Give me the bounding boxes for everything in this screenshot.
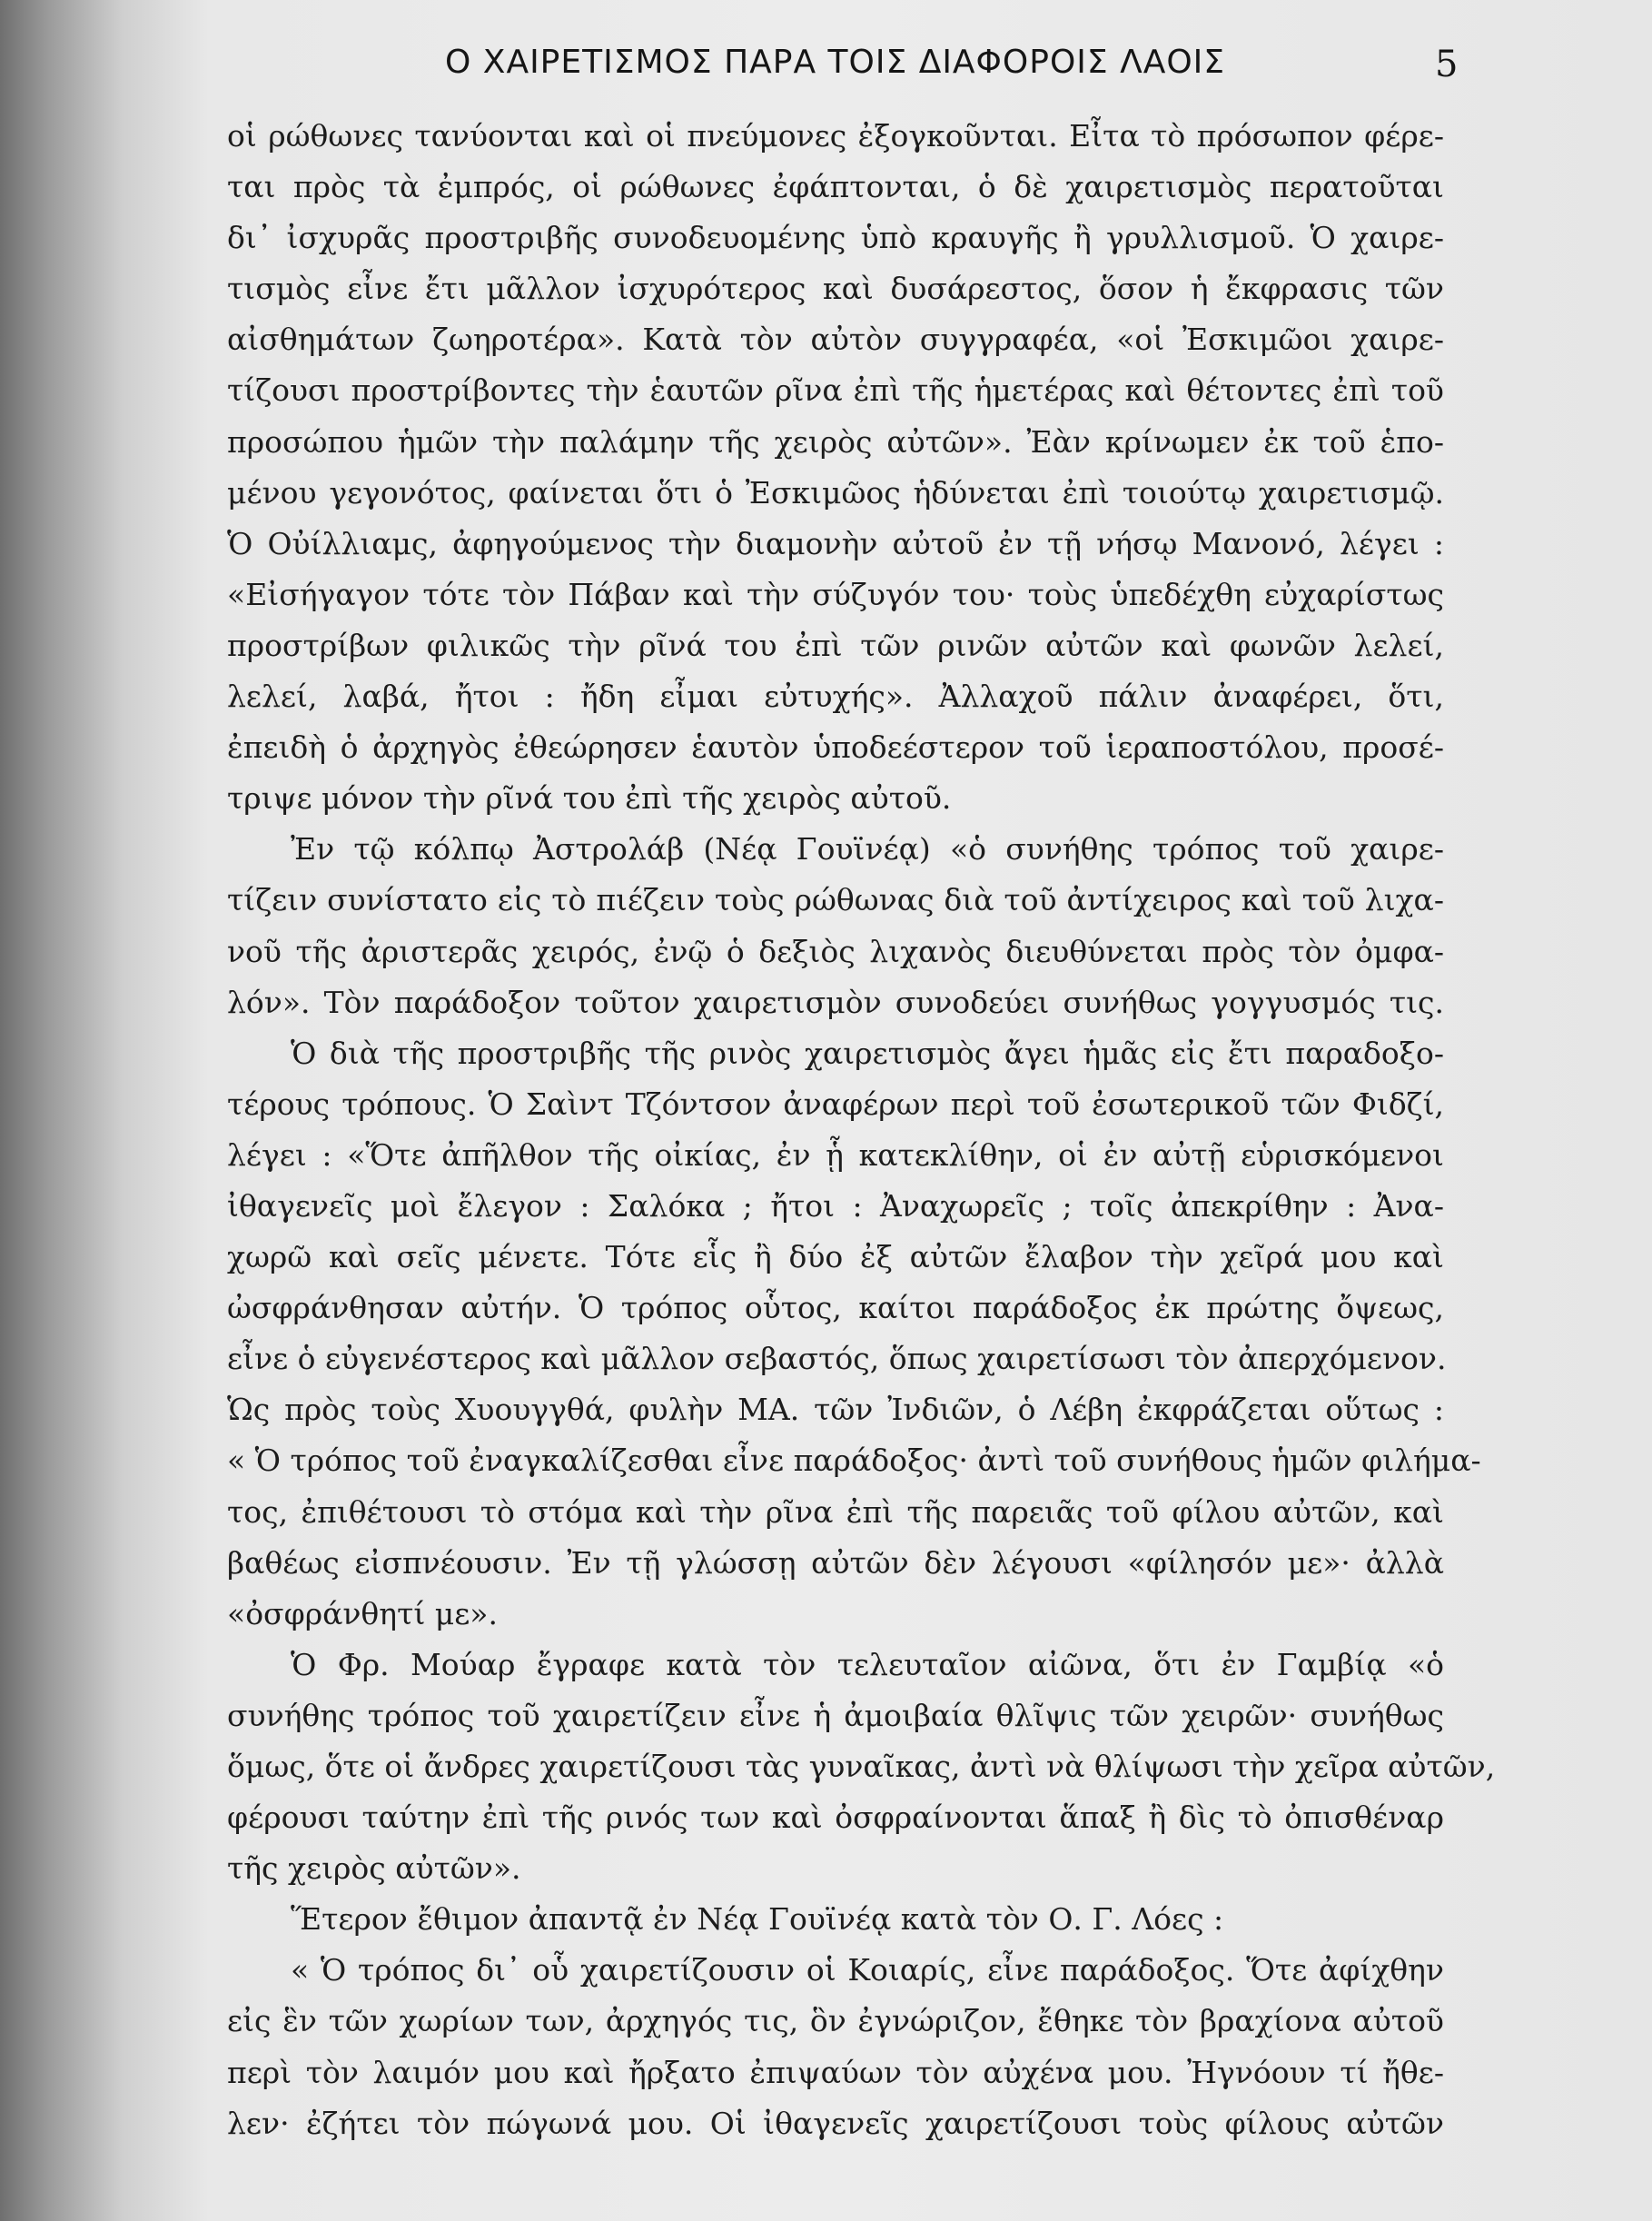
running-head: Ο ΧΑΙΡΕΤΙΣΜΟΣ ΠΑΡΑ ΤΟΙΣ ΔΙΑΦΟΡΟΙΣ ΛΑΟΙΣ — [445, 44, 1226, 81]
text-line: περὶ τὸν λαιμόν μου καὶ ἤρξατο ἐπιψαύων τὸν αὐχένα μου. Ἠγνόουν τί ἤθε- — [227, 2054, 1444, 2090]
text-line: μένου γεγονότος, φαίνεται ὅτι ὁ Ἐσκιμῶος ἡδύνεται ἐπὶ τοιούτῳ χαιρετισμῷ. — [227, 474, 1444, 511]
text-line: λόν». Τὸν παράδοξον τοῦτον χαιρετισμὸν συνοδεύει συνήθως γογγυσμός τις. — [227, 984, 1444, 1020]
text-line: προσώπου ἡμῶν τὴν παλάμην τῆς χειρὸς αὐτῶν». Ἐὰν κρίνωμεν ἐκ τοῦ ἑπο- — [227, 423, 1444, 460]
text-line: ὠσφράνθησαν αὐτήν. Ὁ τρόπος οὗτος, καίτοι παράδοξος ἐκ πρώτης ὄψεως, — [227, 1290, 1444, 1326]
text-line: «Εἰσήγαγον τότε τὸν Πάβαν καὶ τὴν σύζυγόν του· τοὺς ὑπεδέχθη εὐχαρίστως — [227, 576, 1444, 612]
text-line: « Ὁ τρόπος τοῦ ἐναγκαλίζεσθαι εἶνε παράδοξος· ἀντὶ τοῦ συνήθους ἡμῶν φιλήμα- — [227, 1443, 1481, 1479]
text-line: ἰθαγενεῖς μοὶ ἔλεγον : Σαλόκα ; ἤτοι : Ἀναχωρεῖς ; τοῖς ἀπεκρίθην : Ἀνα- — [227, 1187, 1444, 1224]
text-line: Ἕτερον ἔθιμον ἀπαντᾷ ἐν Νέᾳ Γουϊνέᾳ κατὰ τὸν Ο. Γ. Λόες : — [291, 1901, 1224, 1938]
text-line: ται πρὸς τὰ ἐμπρός, οἱ ρώθωνες ἐφάπτονται, ὁ δὲ χαιρετισμὸς περατοῦται — [227, 169, 1444, 205]
text-line: τριψε μόνον τὴν ρῖνά του ἐπὶ τῆς χειρὸς αὐτοῦ. — [227, 780, 952, 817]
page-header — [0, 44, 1652, 107]
text-line: ἐπειδὴ ὁ ἀρχηγὸς ἐθεώρησεν ἑαυτὸν ὑποδεέστερον τοῦ ἱεραποστόλου, προσέ- — [227, 729, 1444, 766]
text-line: δι᾽ ἰσχυρᾶς προστριβῆς συνοδευομένης ὑπὸ κραυγῆς ἢ γρυλλισμοῦ. Ὁ χαιρε- — [227, 220, 1444, 256]
text-line: λεν· ἐζήτει τὸν πώγωνά μου. Οἱ ἰθαγενεῖς χαιρετίζουσι τοὺς φίλους αὐτῶν — [227, 2105, 1444, 2141]
text-line: προστρίβων φιλικῶς τὴν ρῖνά του ἐπὶ τῶν ρινῶν αὐτῶν καὶ φωνῶν λελεί, — [227, 627, 1444, 663]
text-line: « Ὁ τρόπος δι᾽ οὗ χαιρετίζουσιν οἱ Κοιαρίς, εἶνε παράδοξος. Ὅτε ἀφίχθην — [291, 1952, 1444, 1988]
text-line: εἶνε ὁ εὐγενέστερος καὶ μᾶλλον σεβαστός, ὅπως χαιρετίσωσι τὸν ἀπερχόμενον. — [227, 1341, 1447, 1377]
text-line: ὅμως, ὅτε οἱ ἄνδρες χαιρετίζουσι τὰς γυναῖκας, ἀντὶ νὰ θλίψωσι τὴν χεῖρα αὐτῶν, — [227, 1749, 1496, 1784]
text-line: τῆς χειρὸς αὐτῶν». — [227, 1850, 521, 1887]
text-line: χωρῶ καὶ σεῖς μένετε. Τότε εἷς ἢ δύο ἐξ αὐτῶν ἔλαβον τὴν χεῖρά μου καὶ — [227, 1239, 1444, 1275]
text-line: Ἐν τῷ κόλπῳ Ἀστρολάβ (Νέᾳ Γουϊνέᾳ) «ὁ συνήθης τρόπος τοῦ χαιρε- — [291, 831, 1444, 868]
text-line: Ὁ Φρ. Μούαρ ἔγραφε κατὰ τὸν τελευταῖον αἰῶνα, ὅτι ἐν Γαμβίᾳ «ὁ — [291, 1646, 1444, 1682]
text-line: τίζουσι προστρίβοντες τὴν ἑαυτῶν ρῖνα ἐπὶ τῆς ἡμετέρας καὶ θέτοντες ἐπὶ τοῦ — [227, 372, 1444, 409]
body-text — [227, 111, 1496, 2149]
text-line: Ὡς πρὸς τοὺς Χυουγγθά, φυλὴν ΜΑ. τῶν Ἰνδιῶν, ὁ Λέβη ἐκφράζεται οὕτως : — [227, 1392, 1444, 1428]
text-line: λέγει : «Ὅτε ἀπῆλθον τῆς οἰκίας, ἐν ᾗ κατεκλίθην, οἱ ἐν αὐτῇ εὑρισκόμενοι — [227, 1136, 1444, 1173]
text-line: νοῦ τῆς ἀριστερᾶς χειρός, ἐνῷ ὁ δεξιὸς λιχανὸς διευθύνεται πρὸς τὸν ὀμφα- — [227, 933, 1444, 969]
text-line: τισμὸς εἶνε ἔτι μᾶλλον ἰσχυρότερος καὶ δυσάρεστος, ὅσον ἡ ἔκφρασις τῶν — [227, 271, 1444, 307]
text-line: τίζειν συνίστατο εἰς τὸ πιέζειν τοὺς ρώθωνας διὰ τοῦ ἀντίχειρος καὶ τοῦ λιχα- — [227, 882, 1444, 918]
text-line: Ὁ Οὐίλλιαμς, ἀφηγούμενος τὴν διαμονὴν αὐτοῦ ἐν τῇ νήσῳ Μανονό, λέγει : — [227, 525, 1444, 561]
text-line: συνήθης τρόπος τοῦ χαιρετίζειν εἶνε ἡ ἀμοιβαία θλῖψις τῶν χειρῶν· συνήθως — [227, 1697, 1444, 1733]
text-line: τέρους τρόπους. Ὁ Σαὶντ Τζόντσον ἀναφέρων περὶ τοῦ ἐσωτερικοῦ τῶν Φιδζί, — [227, 1086, 1444, 1122]
text-line: οἱ ρώθωνες τανύονται καὶ οἱ πνεύμονες ἐξογκοῦνται. Εἶτα τὸ πρόσωπον φέρε- — [227, 118, 1444, 154]
text-line: «ὀσφράνθητί με». — [227, 1595, 498, 1631]
text-line: εἰς ἓν τῶν χωρίων των, ἀρχηγός τις, ὃν ἐγνώριζον, ἔθηκε τὸν βραχίονα αὐτοῦ — [227, 2003, 1444, 2039]
text-line: αἰσθημάτων ζωηροτέρα». Κατὰ τὸν αὐτὸν συγγραφέα, «οἱ Ἐσκιμῶοι χαιρε- — [227, 322, 1444, 358]
text-line: Ὁ διὰ τῆς προστριβῆς τῆς ρινὸς χαιρετισμὸς ἄγει ἡμᾶς εἰς ἔτι παραδοξο- — [291, 1035, 1444, 1071]
text-line: λελεί, λαβά, ἤτοι : ἤδη εἶμαι εὐτυχής». Ἀλλαχοῦ πάλιν ἀναφέρει, ὅτι, — [227, 679, 1444, 715]
text-line: βαθέως εἰσπνέουσιν. Ἐν τῇ γλώσσῃ αὐτῶν δὲν λέγουσι «φίλησόν με»· ἀλλὰ — [227, 1544, 1444, 1581]
page-number: 5 — [1435, 44, 1459, 85]
text-line: τος, ἐπιθέτουσι τὸ στόμα καὶ τὴν ρῖνα ἐπὶ τῆς παρειᾶς τοῦ φίλου αὐτῶν, καὶ — [227, 1493, 1444, 1530]
text-line: φέρουσι ταύτην ἐπὶ τῆς ρινός των καὶ ὀσφραίνονται ἅπαξ ἢ δὶς τὸ ὀπισθέναρ — [227, 1800, 1444, 1836]
